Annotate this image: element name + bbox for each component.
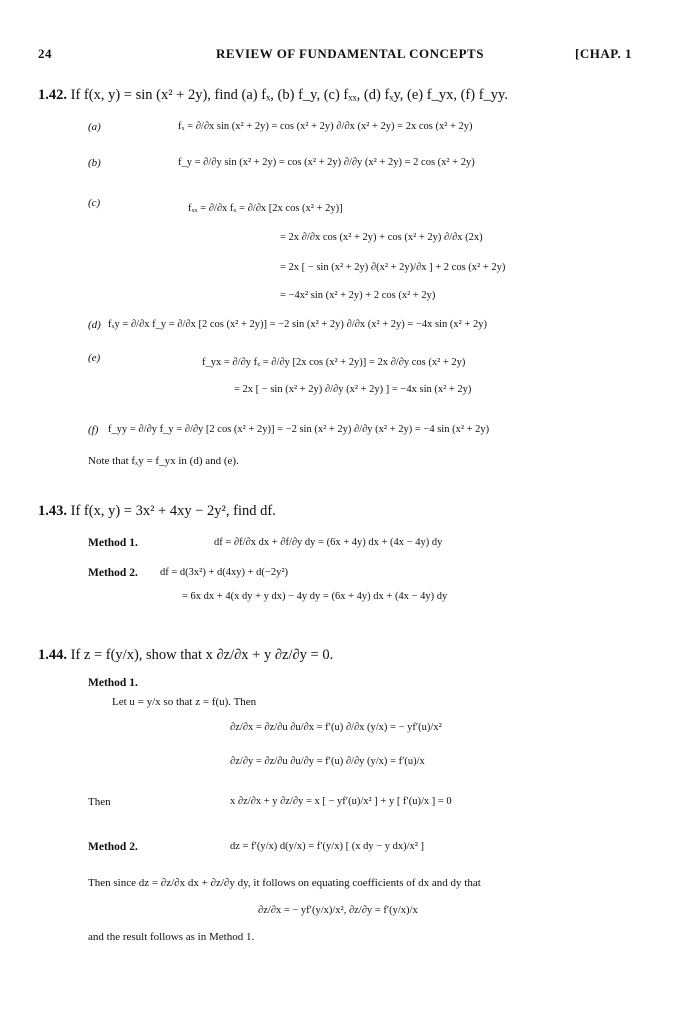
part-c-equation-2: = 2x ∂/∂x cos (x² + 2y) + cos (x² + 2y) ∂/∂x (2x): [280, 232, 483, 243]
method-1-label: Method 1.: [88, 677, 138, 689]
problem-statement: If f(x, y) = 3x² + 4xy − 2y², find df.: [70, 503, 276, 519]
problem-statement: If f(x, y) = sin (x² + 2y), find (a) fₓ, (b) f_y, (c) fₓₓ, (d) fₓy, (e) f_yx, (f) f_yy.: [70, 87, 508, 103]
problem-number: 1.43.: [38, 503, 67, 519]
method-1-intro: Let u = y/x so that z = f(u). Then: [112, 696, 257, 708]
method-2-label: Method 2.: [88, 841, 138, 853]
problem-statement: If z = f(y/x), show that x ∂z/∂x + y ∂z/∂y = 0.: [70, 647, 334, 663]
method-2-text: Then since dz = ∂z/∂x dx + ∂z/∂y dy, it follows on equating coefficients of dx and dy that: [88, 877, 481, 889]
method-1-equation-2: ∂z/∂y = ∂z/∂u ∂u/∂y = f′(u) ∂/∂y (y/x) = f′(u)/x: [230, 756, 425, 767]
part-c-equation-1: fₓₓ = ∂/∂x fₓ = ∂/∂x [2x cos (x² + 2y)]: [188, 203, 343, 214]
part-b-label: (b): [88, 157, 101, 169]
problem-1-42: [38, 88, 508, 103]
method-1-label: Method 1.: [88, 537, 138, 549]
part-f-label: (f): [88, 424, 99, 436]
method-2-equation-2: ∂z/∂x = − yf′(y/x)/x², ∂z/∂y = f′(y/x)/x: [258, 905, 418, 916]
part-a-equation: fₓ = ∂/∂x sin (x² + 2y) = cos (x² + 2y) ∂/∂x (x² + 2y) = 2x cos (x² + 2y): [178, 121, 473, 132]
problem-number: 1.44.: [38, 647, 67, 663]
part-f-equation: f_yy = ∂/∂y f_y = ∂/∂y [2 cos (x² + 2y)] = −2 sin (x² + 2y) ∂/∂y (x² + 2y) = −4 sin (x² + 2y): [108, 424, 490, 435]
part-e-equation-2: = 2x [ − sin (x² + 2y) ∂/∂y (x² + 2y) ] = −4x sin (x² + 2y): [234, 384, 472, 395]
method-1-equation-1: ∂z/∂x = ∂z/∂u ∂u/∂x = f′(u) ∂/∂x (y/x) = − yf′(u)/x²: [230, 722, 442, 733]
chapter-label: [CHAP. 1: [575, 46, 632, 61]
conclusion-text: and the result follows as in Method 1.: [88, 931, 255, 943]
problem-1-44: [38, 648, 333, 663]
method-2-equation-2: = 6x dx + 4(x dy + y dx) − 4y dy = (6x + 4y) dx + (4x − 4y) dy: [182, 591, 448, 602]
note-text: Note that fₓy = f_yx in (d) and (e).: [88, 455, 239, 467]
part-a-label: (a): [88, 121, 101, 133]
part-c-equation-4: = −4x² sin (x² + 2y) + 2 cos (x² + 2y): [280, 290, 436, 301]
method-2-equation: dz = f′(y/x) d(y/x) = f′(y/x) [ (x dy − y dx)/x² ]: [230, 841, 425, 852]
method-2-label: Method 2.: [88, 567, 138, 579]
method-2-equation-1: df = d(3x²) + d(4xy) + d(−2y²): [160, 567, 288, 578]
part-c-equation-3: = 2x [ − sin (x² + 2y) ∂(x² + 2y)/∂x ] + 2 cos (x² + 2y): [280, 262, 506, 273]
problem-1-43: [38, 504, 276, 519]
then-text: Then: [88, 796, 111, 808]
part-d-equation: fₓy = ∂/∂x f_y = ∂/∂x [2 cos (x² + 2y)] = −2 sin (x² + 2y) ∂/∂x (x² + 2y) = −4x sin (x² + 2y): [108, 319, 487, 330]
problem-number: 1.42.: [38, 87, 67, 103]
part-e-equation-1: f_yx = ∂/∂y fₓ = ∂/∂y [2x cos (x² + 2y)] = 2x ∂/∂y cos (x² + 2y): [202, 357, 466, 368]
part-c-label: (c): [88, 197, 101, 209]
method-1-equation-3: x ∂z/∂x + y ∂z/∂y = x [ − yf′(u)/x² ] + y [ f′(u)/x ] = 0: [230, 796, 452, 807]
part-e-label: (e): [88, 352, 101, 364]
running-title: REVIEW OF FUNDAMENTAL CONCEPTS: [216, 46, 484, 61]
part-d-label: (d): [88, 319, 101, 331]
page-number: 24: [38, 46, 52, 61]
method-1-equation: df = ∂f/∂x dx + ∂f/∂y dy = (6x + 4y) dx + (4x − 4y) dy: [214, 537, 443, 548]
part-b-equation: f_y = ∂/∂y sin (x² + 2y) = cos (x² + 2y) ∂/∂y (x² + 2y) = 2 cos (x² + 2y): [178, 157, 475, 168]
